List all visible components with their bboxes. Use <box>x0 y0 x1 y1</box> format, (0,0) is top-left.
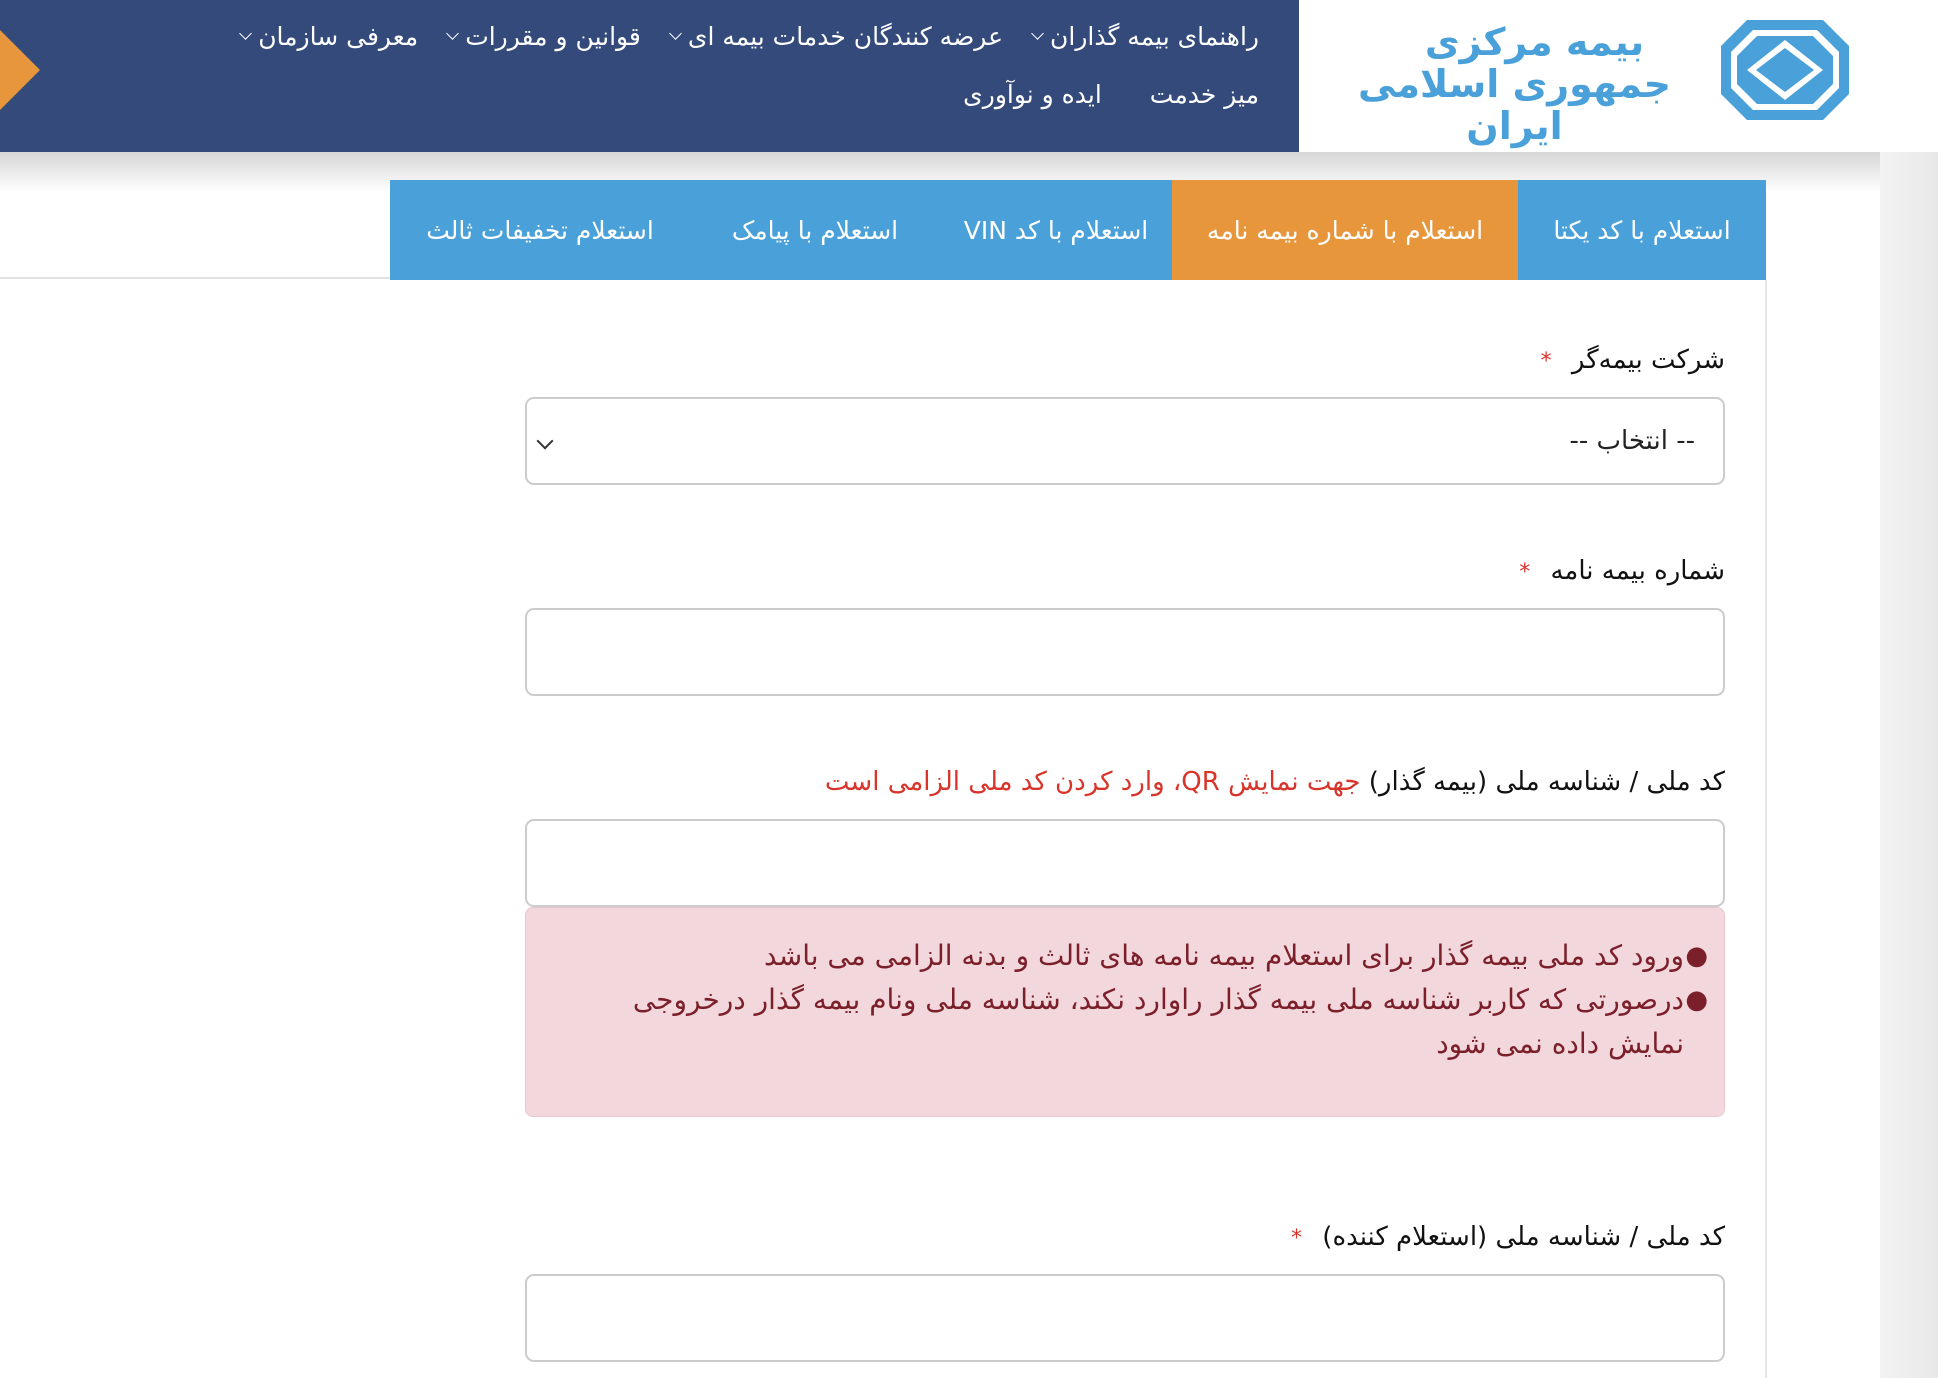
nav-item-policyholder-guide[interactable] <box>1033 22 1259 51</box>
required-asterisk: * <box>1519 560 1531 585</box>
policy-number-input[interactable] <box>525 608 1725 696</box>
required-asterisk: * <box>1291 1226 1303 1251</box>
qr-hint-text: جهت نمایش QR، وارد کردن کد ملی الزامی است <box>824 767 1361 797</box>
bullet-icon: ● <box>1685 941 1708 971</box>
nav-item-label: میز خدمت <box>1149 80 1259 109</box>
nav-row-primary <box>211 22 1259 51</box>
tab-label: استعلام با پیامک <box>731 215 899 245</box>
nav-row-secondary <box>915 80 1259 109</box>
nav-item-label: معرفی سازمان <box>258 22 419 51</box>
info-alert <box>525 907 1725 1117</box>
insurer-select[interactable] <box>525 397 1725 485</box>
tab-third-party-discounts[interactable] <box>390 180 690 280</box>
nav-item-service-desk[interactable] <box>1150 80 1259 109</box>
tab-label: استعلام با شماره بیمه نامه <box>1206 215 1484 245</box>
tabs-divider <box>0 277 390 279</box>
chevron-down-icon <box>446 27 459 40</box>
site-header <box>0 0 1938 152</box>
logo-line-2: جمهوری اسلامی ایران <box>1358 61 1671 148</box>
insurer-label <box>525 345 1725 375</box>
policy-number-label <box>525 556 1725 586</box>
main-nav <box>0 0 1299 152</box>
alert-list <box>566 934 1708 1066</box>
label-text: کد ملی / شناسه ملی (استعلام کننده) <box>1322 1222 1725 1252</box>
alert-item-text: ورود کد ملی بیمه گذار برای استعلام بیمه نامه های ثالث و بدنه الزامی می باشد <box>764 939 1684 972</box>
label-text: کد ملی / شناسه ملی (بیمه گذار) <box>1368 767 1725 797</box>
inquiry-tabs <box>390 180 1766 280</box>
nav-item-label: راهنمای بیمه گذاران <box>1050 22 1259 51</box>
chevron-down-icon <box>239 27 252 40</box>
page-right-margin <box>1880 152 1938 1378</box>
logo[interactable] <box>1299 0 1938 152</box>
chevron-down-icon <box>669 27 682 40</box>
label-text: شماره بیمه نامه <box>1550 556 1725 586</box>
alert-item-text: درصورتی که کاربر شناسه ملی بیمه گذار راوارد نکند، شناسه ملی ونام بیمه گذار درخروجی نمایش داده نمی شود <box>632 983 1684 1060</box>
policy-number-group <box>525 556 1725 696</box>
bullet-icon: ● <box>1685 985 1708 1015</box>
chevron-down-icon <box>537 433 554 450</box>
logo-text <box>1327 22 1702 147</box>
nav-item-laws[interactable] <box>448 22 641 51</box>
nav-item-label: عرضه کنندگان خدمات بیمه ای <box>687 22 1004 51</box>
nav-item-label: ایده و نوآوری <box>963 80 1102 109</box>
nav-item-label: قوانین و مقررات <box>465 22 641 51</box>
inquirer-id-group <box>525 1222 1725 1362</box>
nav-item-service-providers[interactable] <box>671 22 1003 51</box>
orange-arrow-icon[interactable] <box>0 30 40 110</box>
policyholder-id-label <box>525 767 1725 797</box>
alert-item <box>566 934 1708 978</box>
panel-border <box>1765 280 1767 1378</box>
policyholder-id-input[interactable] <box>525 819 1725 907</box>
tab-vin-code[interactable] <box>940 180 1172 280</box>
insurer-group <box>525 345 1725 485</box>
chevron-down-icon <box>1031 27 1044 40</box>
tab-label: استعلام تخفیفات ثالث <box>426 215 654 245</box>
tab-label: استعلام با کد VIN <box>963 215 1149 245</box>
tab-policy-number[interactable] <box>1172 180 1518 280</box>
policyholder-id-group <box>525 767 1725 1117</box>
inquirer-id-input[interactable] <box>525 1274 1725 1362</box>
tab-label: استعلام با کد یکتا <box>1553 215 1731 245</box>
nav-item-innovation[interactable] <box>963 80 1102 109</box>
nav-item-about[interactable] <box>241 22 418 51</box>
tab-unique-code[interactable] <box>1518 180 1766 280</box>
select-value: -- انتخاب -- <box>1569 426 1695 456</box>
tab-sms[interactable] <box>690 180 940 280</box>
required-asterisk: * <box>1540 349 1552 374</box>
inquirer-id-label <box>525 1222 1725 1252</box>
logo-line-1: بیمه مرکزی <box>1424 20 1645 64</box>
label-text: شرکت بیمه‌گر <box>1571 345 1725 375</box>
alert-item <box>566 978 1708 1066</box>
central-insurance-emblem-icon <box>1719 18 1851 122</box>
